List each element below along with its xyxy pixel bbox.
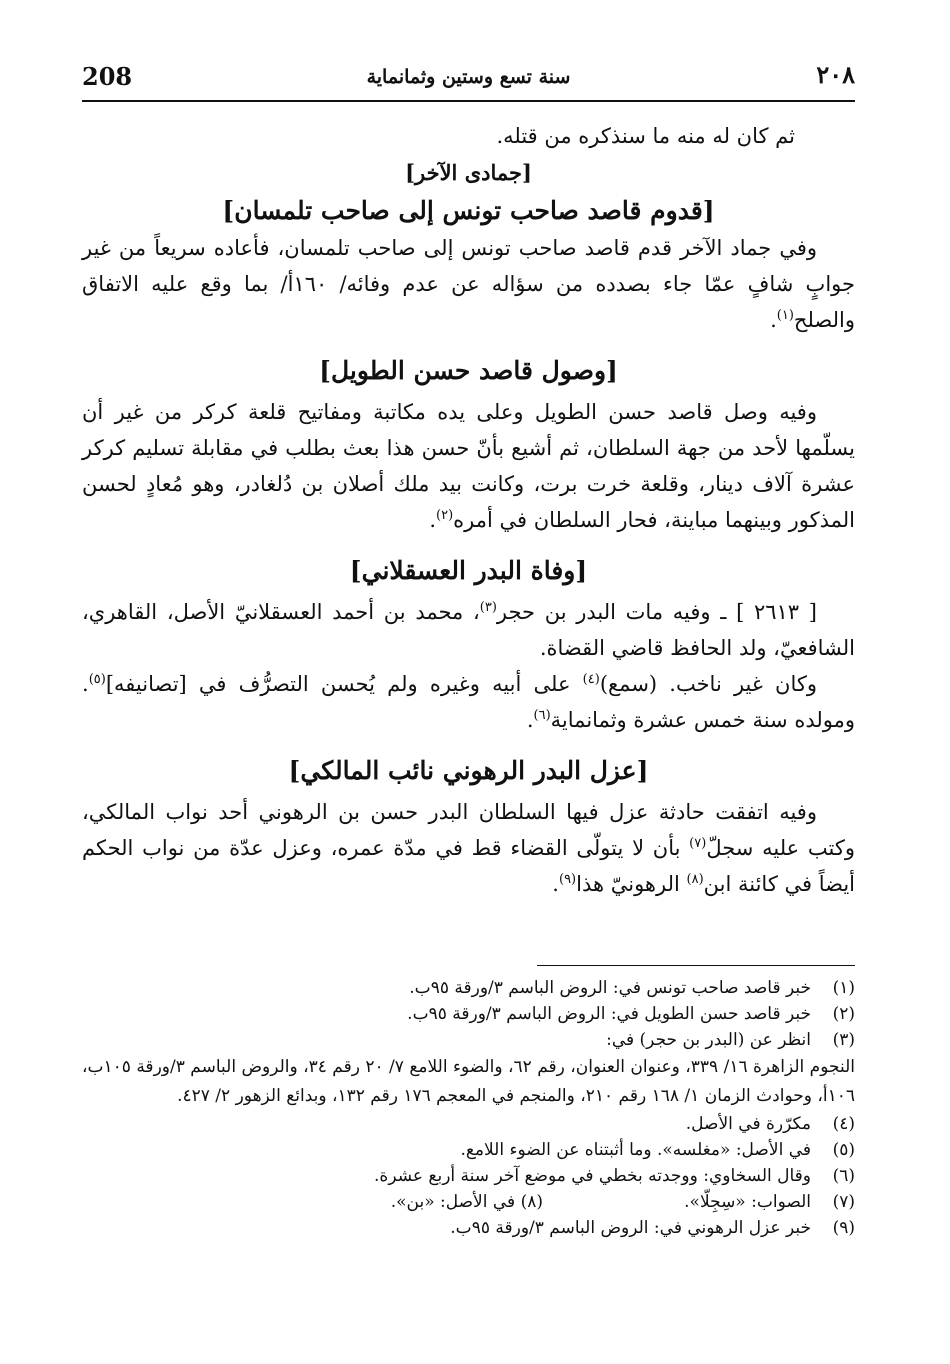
footnote-3	[82, 1027, 855, 1053]
section-month-heading: [جمادى الآخر]	[405, 160, 532, 185]
footnote-text: خبر قاصد حسن الطويل في: الروض الباسم ٣/ورقة ٩٥ب.	[407, 1004, 811, 1024]
footnote-2	[82, 1001, 855, 1027]
footnote-3-sources: النجوم الزاهرة ١٦/ ٣٣٩، وعنوان العنوان، رقم ٦٢، والضوء اللامع ٧/ ٢٠ رقم ٣٤، والروض الباسم ٣/ورقة ١٠٥ب، ١٠٦أ، وحوادث الزمان ١/ ١٦٨ رقم ٢١٠، والمنجم في المعجم ١٧٦ رقم ١٣٢، وبدائع الزهور ٢/ ٤٢٧.	[82, 1057, 855, 1106]
paragraph-text: وفي جماد الآخر قدم قاصد صاحب تونس إلى صاحب تلمسان، فأعاده سريعاً من غير جوابٍ شافٍ عمّا جاء بصدده من سؤاله عن عدم وفائه/ ١٦٠أ/ بما وقع عليه الاتفاق والصلح	[82, 236, 855, 332]
footnote-text: خبر قاصد صاحب تونس في: الروض الباسم ٣/ورقة ٩٥ب.	[409, 978, 811, 998]
footnote-text: مكرّرة في الأصل.	[685, 1114, 811, 1134]
page-number-arabic: ٢٠٨	[816, 60, 855, 89]
punct: .	[429, 508, 437, 532]
paragraph-text: وفيه اتفقت حادثة عزل فيها السلطان البدر حسن بن الرهوني أحد نواب المالكي، وكتب عليه سجلّ	[82, 800, 855, 860]
footnote-1	[82, 975, 855, 1001]
heading-tunis-envoy: [قدوم قاصد صاحب تونس إلى صاحب تلمسان]	[222, 196, 715, 225]
heading-dismissal: [عزل البدر الرهوني نائب المالكي]	[288, 756, 649, 785]
footnote-text: انظر عن (البدر بن حجر) في:	[606, 1030, 811, 1050]
footnotes	[82, 975, 855, 1241]
footnote-ref: (١)	[776, 308, 794, 323]
paragraph-dismissal	[82, 794, 855, 902]
paragraph-text: الرهونيّ هذا	[576, 872, 687, 896]
paragraph-text: . ومولده سنة خمس عشرة وثمانماية	[82, 672, 855, 732]
page-header	[82, 60, 855, 102]
paragraph-hasan-envoy	[82, 394, 855, 538]
punct: .	[770, 308, 777, 332]
heading-hasan-envoy: [وصول قاصد حسن الطويل]	[319, 356, 618, 385]
footnote-ref: (٢)	[436, 508, 454, 523]
punct: .	[526, 708, 534, 732]
running-title: سنة تسع وستين وثمانماية	[366, 66, 571, 88]
paragraph-text: على أبيه وغيره ولم يُحسن التصرُّف في [تصانيفه]	[105, 672, 583, 696]
paragraph-text: بأن لا يتولّى القضاء قط في مدّة عمره، وعزل عدّة من نواب الحكم أيضاً في كائنة ابن	[82, 836, 855, 896]
opening-line: ثم كان له منه ما سنذكره من قتله.	[496, 124, 795, 148]
paragraph-text: ـ وفيه مات البدر بن حجر	[496, 600, 727, 624]
paragraph-text: وفيه وصل قاصد حسن الطويل وعلى يده مكاتبة ومفاتيح قلعة كركر من غير أن يسلّمها لأحد من جهة السلطان، ثم أشيع بأنّ حسن هذا بعث بطلب في مقابلة تسليم كركر عشرة آلاف دينار، وقلعة خرت برت، وكانت بيد ملك أصلان بن دُلغادر، وهو مُعادٍ لحسن المذكور وبينهما مباينة، فحار السلطان في أمره	[82, 400, 855, 532]
footnote-ref: (٧)	[689, 836, 707, 851]
footnote-6	[82, 1163, 855, 1189]
footnote-text: خبر عزل الرهوني في: الروض الباسم ٣/ورقة ٩٥ب.	[450, 1218, 811, 1238]
footnote-text: الصواب: «سِجِلّا».	[684, 1192, 811, 1212]
paragraph-death-badr	[82, 594, 855, 666]
paragraph-text: ، محمد بن أحمد العسقلانيّ الأصل، القاهري، الشافعيّ، ولد الحافظ قاضي القضاة.	[82, 600, 855, 660]
footnote-number: (٤)	[832, 1114, 855, 1134]
main-text	[82, 112, 855, 902]
footnote-text: في الأصل: «مغلسه». وما أثبتناه عن الضوء اللامع.	[460, 1140, 811, 1160]
footnote-number: (٩)	[832, 1218, 855, 1238]
footnote-ref: (٣)	[479, 600, 497, 615]
footnote-ref: (٨)	[686, 872, 704, 887]
footnote-ref: (٤)	[582, 672, 600, 687]
footnote-text: وقال السخاوي: ووجدته بخطي في موضع آخر سنة أربع عشرة.	[374, 1166, 811, 1186]
footnote-number: (٢)	[832, 1004, 855, 1024]
paragraph-badr-details	[82, 666, 855, 738]
footnote-divider	[537, 965, 855, 966]
footnote-number: (٥)	[832, 1140, 855, 1160]
footnote-number: (١)	[832, 978, 855, 998]
footnote-ref: (٩)	[558, 872, 577, 887]
paragraph-tunis-envoy	[82, 230, 855, 338]
footnote-number: (٦)	[832, 1166, 855, 1186]
footnote-5	[82, 1137, 855, 1163]
footnote-9	[82, 1215, 855, 1241]
heading-death-badr: [وفاة البدر العسقلاني]	[349, 556, 588, 585]
footnote-ref: (٥)	[88, 672, 106, 687]
footnote-4	[82, 1111, 855, 1137]
paragraph-text: وكان غير ناخب. (سمع)	[599, 672, 817, 696]
footnote-8: (٨) في الأصل: «بن».	[390, 1192, 543, 1212]
footnote-number: (٧)	[832, 1192, 855, 1212]
page-number-latin: 208	[82, 62, 133, 91]
entry-number: [ ٢٦١٣ ]	[736, 600, 817, 624]
footnote-7-8	[82, 1189, 855, 1215]
punct: .	[552, 872, 559, 896]
footnote-ref: (٦)	[533, 708, 551, 723]
footnote-number: (٣)	[832, 1030, 855, 1050]
